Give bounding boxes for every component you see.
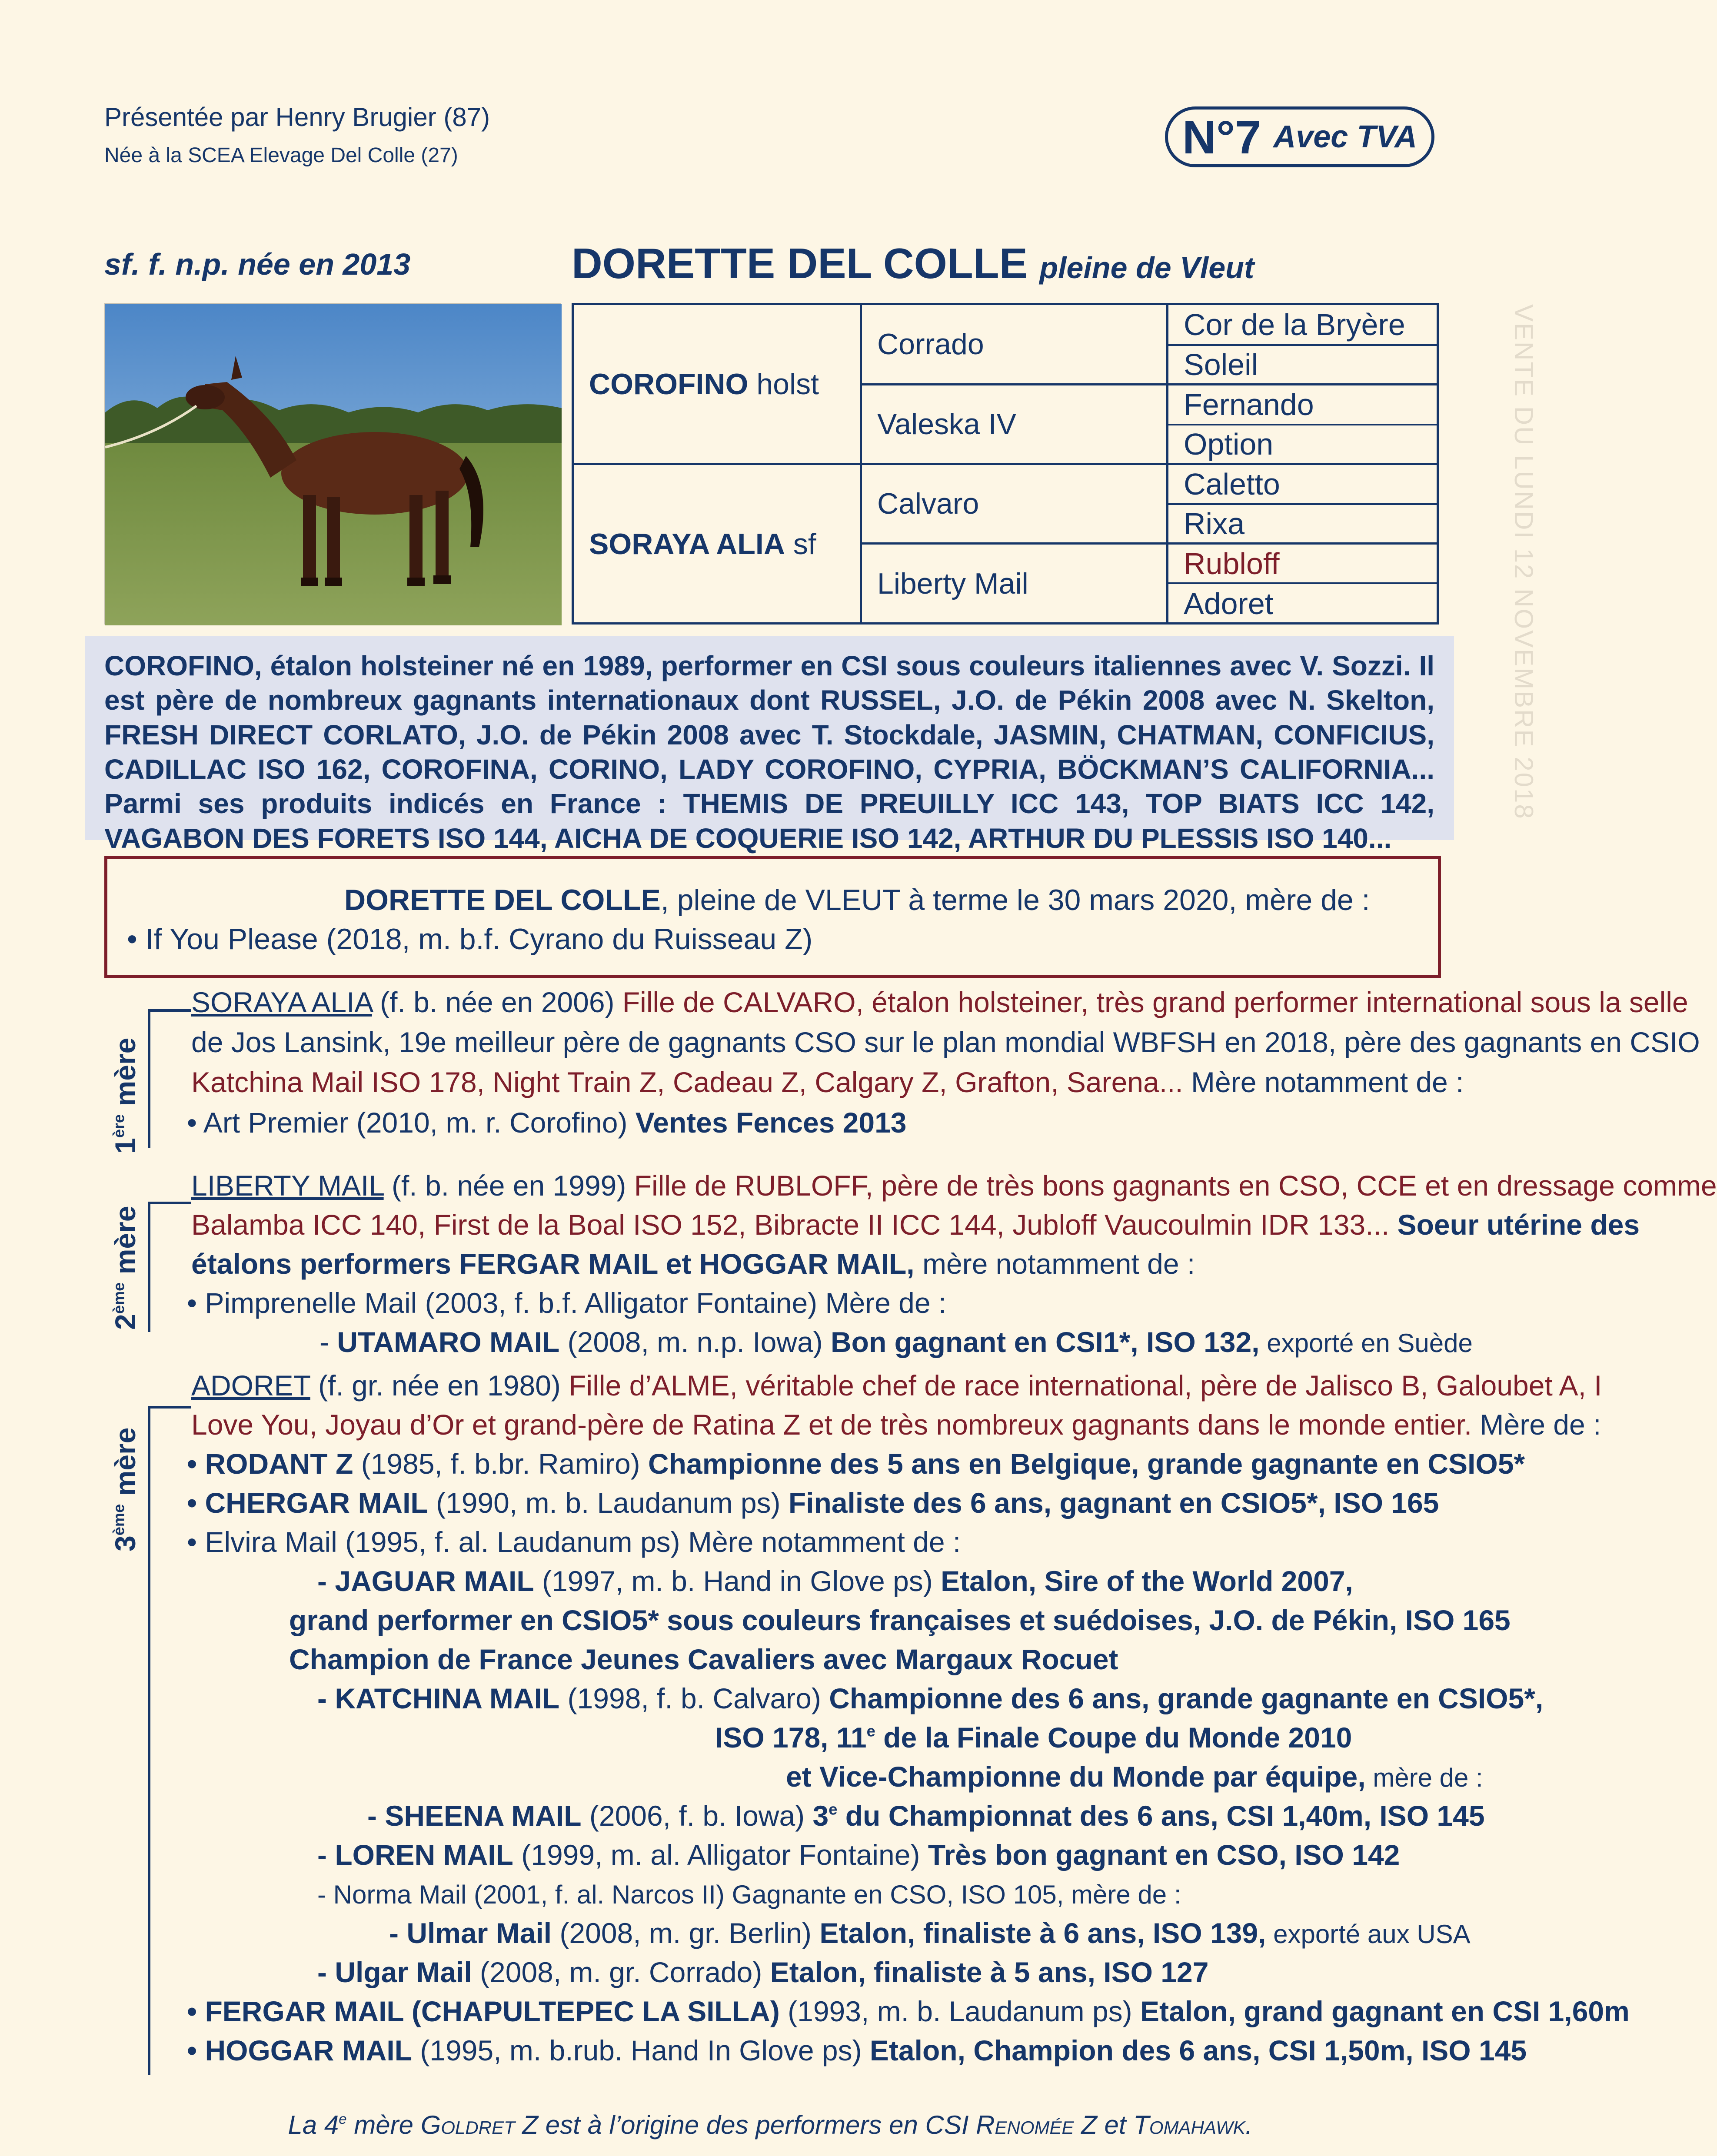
first-dam-line-1: SORAYA ALIA (f. b. née en 2006) Fille de CALVARO, étalon holsteiner, très grand performer international sous la selle [191,986,1688,1018]
third-dam-produce-elvira: • Elvira Mail (1995, f. al. Laudanum ps) Mère notamment de : [187,1526,961,1558]
pedigree-dam: SORAYA ALIA sf [589,527,816,561]
second-dam-line-3: étalons performers FERGAR MAIL et HOGGAR MAIL, mère notamment de : [191,1248,1195,1280]
first-dam-line-2: de Jos Lansink, 19e meilleur père de gagnants CSO sur le plan mondial WBFSH en 2018, père des gagnants en CSIO [191,1026,1700,1058]
horse-name: DORETTE DEL COLLE [572,239,1028,287]
second-dam-produce-1: • Pimprenelle Mail (2003, f. b.f. Alligator Fontaine) Mère de : [187,1287,947,1319]
sheena-mail-line: - SHEENA MAIL (2006, f. b. Iowa) 3e du Championnat des 6 ans, CSI 1,40m, ISO 145 [367,1800,1485,1832]
third-dam-produce-fergar: • FERGAR MAIL (CHAPULTEPEC LA SILLA) (1993, m. b. Laudanum ps) Etalon, grand gagnant en CSI 1,60m [187,1995,1630,2027]
jaguar-mail-line-3: Champion de France Jeunes Cavaliers avec Margaux Rocuet [289,1643,1118,1675]
first-dam-produce: • Art Premier (2010, m. r. Corofino) Ventes Fences 2013 [187,1106,907,1139]
second-dam-label: 2ème mère [109,1206,141,1330]
lot-badge [1165,106,1434,167]
horse-photo-illustration [105,304,562,625]
katchina-mail-line-2: ISO 178, 11e de la Finale Coupe du Monde 2010 [715,1721,1352,1754]
pedigree-g3-1: Cor de la Bryère [1184,308,1405,342]
pedigree-g3-4: Option [1184,427,1274,461]
dam-summary-line: DORETTE DEL COLLE, pleine de VLEUT à terme le 30 mars 2020, mère de : [344,884,1370,917]
horse-photo [104,303,561,625]
fourth-dam-note: La 4e mère Goldret Z est à l’origine des performers en CSI Renomée Z et Tomahawk. [288,2110,1253,2139]
pedigree-sire-sire: Corrado [877,328,984,361]
pedigree-g3-7: Rubloff [1184,546,1280,581]
horse-description: sf. f. n.p. née en 2013 [104,247,411,281]
third-dam-line-2: Love You, Joyau d’Or et grand-père de Ratina Z et de très nombreux gagnants dans le monde entier. Mère de : [191,1409,1601,1441]
jaguar-mail-line-2: grand performer en CSIO5* sous couleurs françaises et suédoises, J.O. de Pékin, ISO 165 [289,1604,1511,1636]
first-dam-label: 1ère mère [109,1037,141,1154]
presenter-text: Présentée par Henry Brugier (87) [104,103,490,132]
third-dam-label: 3ème mère [109,1427,141,1551]
breeder-text: Née à la SCEA Elevage Del Colle (27) [104,144,458,167]
sale-date-vertical: VENTE DU LUNDI 12 NOVEMBRE 2018 [1509,304,1538,820]
third-dam-produce-hoggar: • HOGGAR MAIL (1995, m. b.rub. Hand In Glove ps) Etalon, Champion des 6 ans, CSI 1,50m, ISO 145 [187,2034,1527,2066]
pedigree-g3-3: Fernando [1184,388,1314,422]
dam-produce-item: • If You Please (2018, m. b.f. Cyrano du Ruisseau Z) [127,923,813,956]
norma-mail-line: - Norma Mail (2001, f. al. Narcos II) Gagnante en CSO, ISO 105, mère de : [317,1880,1181,1909]
third-dam-produce-rodant: • RODANT Z (1985, f. b.br. Ramiro) Championne des 5 ans en Belgique, grande gagnante en CSIO5* [187,1448,1525,1480]
dam-summary-box [104,856,1441,978]
pedigree-table [572,303,1439,625]
horse-title [572,239,1254,288]
pedigree-sire-dam: Valeska IV [877,408,1017,441]
loren-mail-line: - LOREN MAIL (1999, m. al. Alligator Fontaine) Très bon gagnant en CSO, ISO 142 [317,1839,1400,1871]
lot-number: N°7 [1182,110,1261,163]
horse-status: pleine de Vleut [1039,251,1254,285]
pedigree-dam-sire: Calvaro [877,487,979,520]
third-dam-line-1: ADORET (f. gr. née en 1980) Fille d’ALME, véritable chef de race international, père de Jalisco B, Galoubet A, I [191,1369,1602,1402]
sire-description: COROFINO, étalon holsteiner né en 1989, performer en CSI sous couleurs italiennes avec V. Sozzi. Il est père de nombreux gagnants internationaux dont RUSSEL, J.O. de Pékin 2008 avec N. Skelton, FRESH DIRECT CORLATO, J.O. de Pékin 2008 avec T. Stockdale, JASMIN, CHATMAN, CONFICIUS, CADILLAC ISO 162, COROFINA, CORINO, LADY COROFINO, CYPRIA, BÖCKMAN’S CALIFORNIA... Parmi ses produits indicés en France : THEMIS DE PREUILLY ICC 143, TOP BIATS ICC 142, VAGABON DES FORETS ISO 144, AICHA DE COQUERIE ISO 142, ARTHUR DU PLESSIS ISO 140... [85,636,1454,840]
third-dam-produce-chergar: • CHERGAR MAIL (1990, m. b. Laudanum ps) Finaliste des 6 ans, gagnant en CSIO5*, ISO 165 [187,1487,1439,1519]
lot-vat-label: Avec TVA [1273,120,1418,154]
pedigree-dam-dam: Liberty Mail [877,567,1028,600]
pedigree-g3-2: Soleil [1184,348,1258,382]
ulgar-mail-line: - Ulgar Mail (2008, m. gr. Corrado) Etalon, finaliste à 5 ans, ISO 127 [317,1956,1209,1988]
first-dam-line-3: Katchina Mail ISO 178, Night Train Z, Cadeau Z, Calgary Z, Grafton, Sarena... Mère notamment de : [191,1066,1464,1098]
second-dam-produce-2: - UTAMARO MAIL (2008, m. n.p. Iowa) Bon gagnant en CSI1*, ISO 132, exporté en Suède [319,1326,1473,1358]
second-dam-line-1: LIBERTY MAIL (f. b. née en 1999) Fille de RUBLOFF, père de très bons gagnants en CSO, CCE et en dressage comme [191,1169,1717,1202]
pedigree-g3-6: Rixa [1184,507,1245,541]
ulmar-mail-line: - Ulmar Mail (2008, m. gr. Berlin) Etalon, finaliste à 6 ans, ISO 139, exporté aux USA [389,1917,1471,1949]
pedigree-g3-8: Adoret [1184,586,1274,621]
second-dam-line-2: Balamba ICC 140, First de la Boal ISO 152, Bibracte II ICC 144, Jubloff Vaucoulmin IDR 133... Soeur utérine des [191,1209,1640,1241]
pedigree-sire: COROFINO holst [589,367,819,401]
katchina-mail-line-3: et Vice-Championne du Monde par équipe, mère de : [786,1761,1483,1793]
pedigree-g3-5: Caletto [1184,467,1280,501]
jaguar-mail-line-1: - JAGUAR MAIL (1997, m. b. Hand in Glove ps) Etalon, Sire of the World 2007, [317,1565,1353,1597]
katchina-mail-line-1: - KATCHINA MAIL (1998, f. b. Calvaro) Championne des 6 ans, grande gagnante en CSIO5*, [317,1682,1544,1714]
